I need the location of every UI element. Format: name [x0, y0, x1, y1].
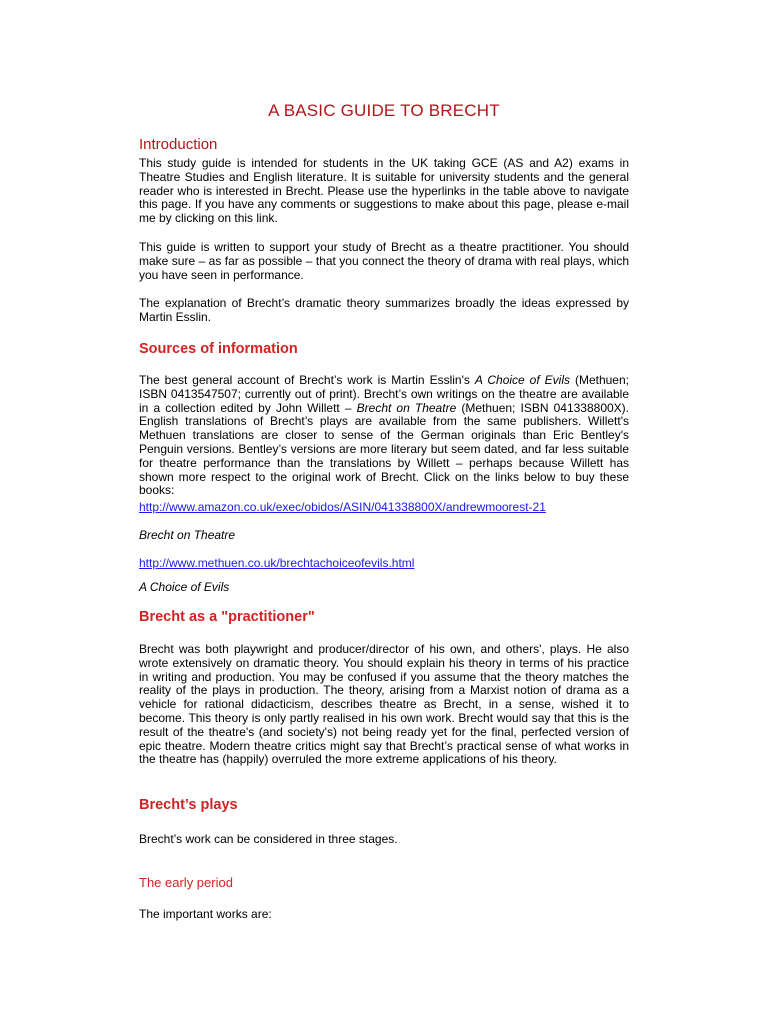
sources-text-1: The best general account of Brecht’s work is Martin Esslin's: [139, 373, 475, 387]
introduction-paragraph-3: The explanation of Brecht’s dramatic theory summarizes broadly the ideas expressed by Martin Esslin.: [139, 296, 629, 324]
introduction-heading: Introduction: [139, 136, 218, 153]
practitioner-paragraph: Brecht was both playwright and producer/director of his own, and others', plays. He also wrote extensively on dramatic theory. You should explain his theory in terms of his practice in writing and production. You may be confused if you assume that the theory matches the reality of the plays in production. The theory, arising from a Marxist notion of drama as a vehicle for rational didacticism, describes theatre as Brecht, in a sense, wished it to become. This theory is only partly realised in his own work. Brecht would say that this is the result of the theatre's (and society's) not being ready yet for the final, perfected version of epic theatre. Modern theatre critics might say that Brecht’s practical sense of what works in the theatre has (happily) overruled the more extreme applications of his theory.: [139, 642, 629, 767]
practitioner-heading: Brecht as a "practitioner": [139, 609, 315, 625]
introduction-paragraph-1: This study guide is intended for students in the UK taking GCE (AS and A2) exams in Theatre Studies and English literature. It is suitable for university students and the general reader who is interested in Brecht. Please use the hyperlinks in the table above to navigate this page. If you have any comments or suggestions to make about this page, please e-mail me by clicking on this link.: [139, 156, 629, 226]
amazon-link[interactable]: http://www.amazon.co.uk/exec/obidos/ASIN/041338800X/andrewmoorest-21: [139, 500, 546, 514]
page-title: A BASIC GUIDE TO BRECHT: [268, 101, 500, 120]
book-title-choice-of-evils: A Choice of Evils: [474, 373, 570, 387]
plays-paragraph-1: Brecht’s work can be considered in three stages.: [139, 832, 398, 846]
sources-text-3: (Methuen; ISBN 041338800X). English translations of Brecht’s plays are available from the same publishers. Willett's Methuen translations are closer to sense of the German originals than Eric Bentley's Penguin versions. Bentley’s versions are more literary but seem dated, and far less suitable for theatre performance than the translations by Willett – perhaps because Willett has shown more respect to the original work of Brecht. Click on the links below to buy these books:: [139, 400, 630, 498]
link2-caption: A Choice of Evils: [139, 580, 230, 594]
introduction-paragraph-2: This guide is written to support your study of Brecht as a theatre practitioner. You should make sure – as far as possible – that you connect the theory of drama with real plays, which you have seen in performance.: [139, 240, 629, 282]
plays-heading: Brecht’s plays: [139, 797, 238, 813]
book-title-brecht-on-theatre: Brecht on Theatre: [356, 400, 457, 415]
early-period-heading: The early period: [139, 875, 233, 890]
sources-paragraph: [139, 374, 629, 498]
plays-paragraph-2: The important works are:: [139, 907, 272, 921]
link1-caption: Brecht on Theatre: [139, 528, 236, 542]
methuen-link[interactable]: http://www.methuen.co.uk/brechtachoiceofevils.html: [139, 556, 415, 570]
sources-text-2: (Methuen; ISBN 0413547507; currently out of print). Brecht’s own writings on the theatre are available in a collection edited by John Willett –: [139, 373, 629, 415]
sources-heading: Sources of information: [139, 341, 298, 357]
